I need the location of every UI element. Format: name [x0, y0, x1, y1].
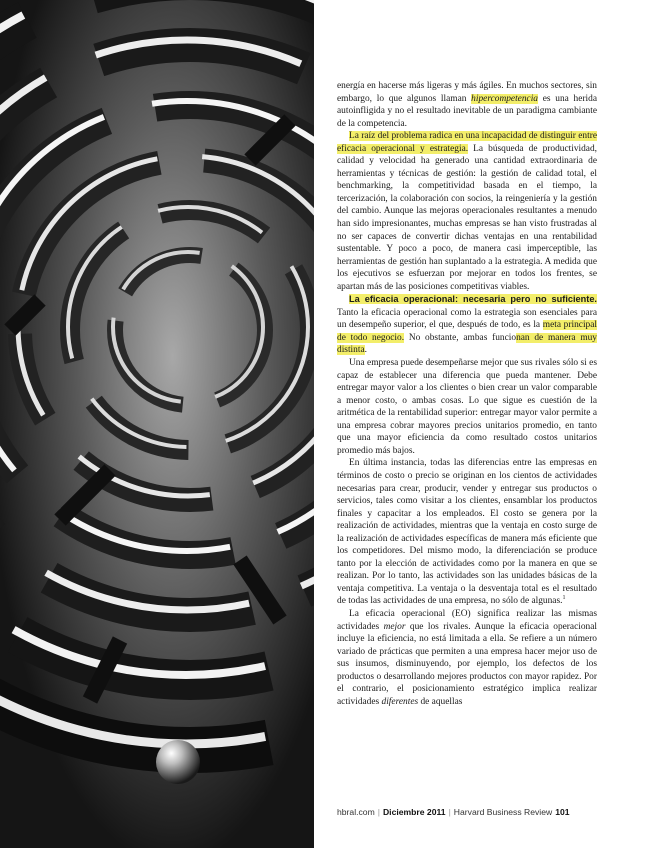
highlighted-text: La raíz del problema radica en una incapacidad de distinguir entre eficacia operacional y estrategia.: [337, 131, 597, 154]
maze-photo: [0, 0, 314, 848]
article-paragraph: En última instancia, todas las diferencias entre las empresas en términos de costo o precio se originan en los cientos de actividades necesarias para crear, producir, vender y entregar sus productos o servicios, tales como visitar a los clientes, ensamblar los productos finales y capacitar a los empleados. El costo se genera por la realización de actividades, mientras que la ventaja en costo surge de la realización de actividades específicas de manera más eficiente que los competidores. Del mismo modo, la diferenciación se produce tanto por la elección de actividades como por la manera en que se realizan. Por lo tanto, las actividades son las unidades básicas de la ventaja competitiva. La ventaja o la desventaja total es el resultado de todas las actividades de una empresa, no sólo de algunas.$^1$: [337, 458, 597, 607]
page-number: 101: [555, 807, 570, 817]
article-paragraph: energía en hacerse más ligeras y más ágiles. En muchos sectores, sin embargo, lo que algunos llaman hipercompetencia es una herida autoinfligida y no el resultado inevitable de un paradigma cambiante de la competencia.: [337, 81, 597, 129]
article-body: [337, 80, 597, 708]
highlighted-text: meta principal de todo negocio.: [337, 320, 597, 343]
page-footer: [337, 807, 597, 817]
article-paragraph: La raíz del problema radica en una incapacidad de distinguir entre eficacia operacional y estrategia. La búsqueda de productividad, calidad y velocidad ha generado una cantidad extraordinaria de herramientas y técnicas de gestión: la gestión de calidad total, el benchmarking, la competitividad basada en el tiempo, la tercerización, la colaboración con socios, la reingeniería y la gestión del cambio. Aunque las mejoras operacionales resultantes a menudo han sido impresionantes, muchas empresas se han visto frustradas al no ser capaces de convertir dichas ventajas en una rentabilidad sustentable. Y poco a poco, de manera casi imperceptible, las herramientas de gestión han suplantado a la estrategia. A medida que los ejecutivos se esfuerzan por mejorar en todos los frentes, se apartan más de las posiciones competitivas viables.: [337, 131, 597, 292]
article-paragraph: La eficacia operacional (EO) significa realizar las mismas actividades mejor que los rivales. Aunque la eficacia operacional incluye la eficiencia, no está limitada a ella. Se refiere a un número variado de prácticas que permiten a una empresa hacer mejor uso de sus insumos, disminuyendo, por ejemplo, los defectos de los productos o desarrollando mejores productos con mayor rapidez. Por el contrario, el posicionamiento estratégico implica realizar actividades diferentes de aquellas: [337, 608, 597, 707]
footnote-marker: 1: [562, 595, 566, 602]
maze-illustration: [0, 0, 314, 848]
footer-site: hbral.com: [337, 807, 375, 817]
footer-separator: |: [377, 807, 380, 817]
article-paragraph: La eficacia operacional: necesaria pero no suficiente. Tanto la eficacia operacional como la estrategia son esenciales para un desempeño superior, el que, después de todo, es la meta principal de todo negocio. No obstante, ambas funcionan de manera muy distinta.: [337, 294, 597, 356]
metal-ball: [156, 740, 200, 784]
footer-date: Diciembre 2011: [382, 807, 446, 817]
section-subhead: La eficacia operacional: necesaria pero no suficiente.: [349, 294, 597, 305]
highlighted-text: nan de manera muy distinta: [337, 332, 597, 356]
footer-publication: Harvard Business Review: [453, 807, 553, 817]
article-paragraph: Una empresa puede desempeñarse mejor que sus rivales sólo si es capaz de establecer una diferencia que pueda mantener. Debe entregar mayor valor a los clientes o bien crear un valor comparable a menor costo, o ambas cosas. Lo que sigue es cuestión de la aritmética de la rentabilidad superior: entregar mayor valor permite a una empresa cobrar mayores precios unitarios promedio, en tanto que una mayor eficiencia da como resultado costos unitarios promedio más bajos.: [337, 358, 597, 456]
footer-separator: |: [448, 807, 451, 817]
